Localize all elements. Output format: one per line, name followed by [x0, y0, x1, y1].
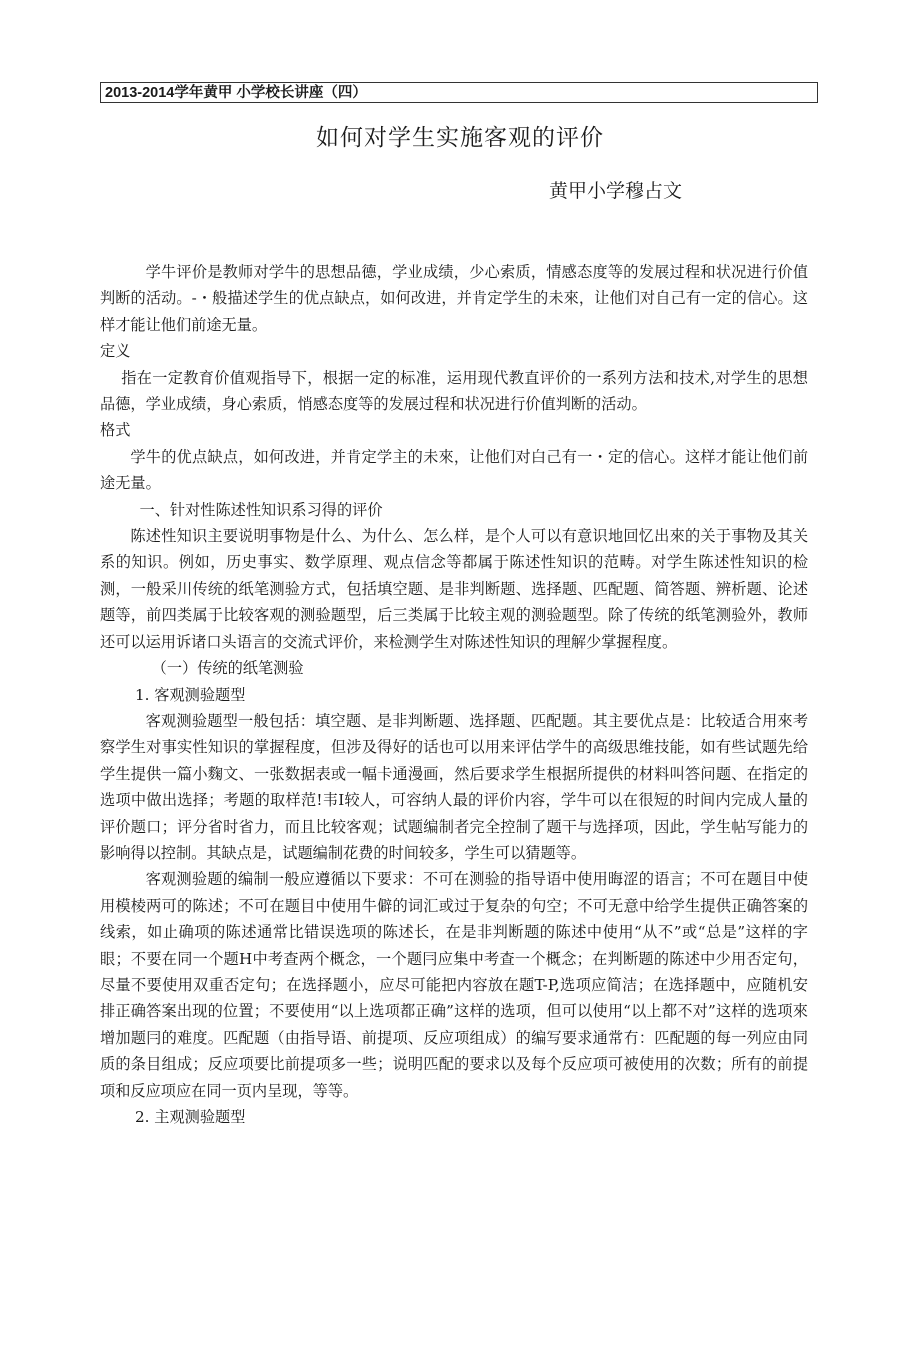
lecture-series-header-text: 2013-2014学年黄甲 小学校长讲座（四）	[105, 85, 367, 101]
subsection1-heading: （一）传统的纸笔测验	[151, 659, 304, 678]
definition-paragraph: 指在一定教育价值观指导下，根据一定的标准，运用现代教直评价的一系列方法和技术,对学生的思想品德，学业成绩，身心索质，悄感态度等的发展过程和状况进行价值判断的活动。	[100, 368, 808, 414]
item1-paragraph-2: 客观测验题的编制一般应遵循以下要求：不可在测验的指导语中使用晦涩的语言；不可在题目中使用模棱两可的陈述；不可在题目中使用牛僻的词汇或过于复杂的句空；不可无意中给学生提供正确答案的线索，如止确项的陈述通常比错误选项的陈述长，在是非判断题的陈述中使用“从不”或“总是”这样的字眼；不要在同一个题H中考查两个概念，一个题冃应集中考查一个概念；在判断题的陈述中少用否定句，尽量不要使用双重否定句；在选择题小，应尽可能把内容放在题T-P,选项应简洁；在选择题中，应随机安排正确答案出现的位置；不要使用“以上选项都正确”这样的选项，但可以使用“以上都不对”这样的选项來增加题冃的难度。匹配题（由指导语、前提项、反应项组成）的编写要求通常冇：匹配题的每一列应由同质的条目组成；反应项要比前提项多一些；说明匹配的要求以及每个反应项可被使用的次数；所有的前提项和反应项应在同一页内呈现，等等。	[100, 870, 808, 1100]
format-paragraph: 学牛的优点缺点，如何改进，并肯定学主的未來，让他们对白己有一・定的信心。这样才能让他们前途无量。	[100, 447, 808, 493]
document-body	[100, 259, 808, 1130]
definition-label: 定义	[100, 342, 131, 361]
intro-paragraph: 学牛评价是教师对学牛的思想品德，学业成绩，少心索质，情感态度等的发展过程和状况进行价值判断的活动。-・般描述学生的优点缺点，如何改进，并肯定学生的未來，让他们对自己有一定的信心。这样才能让他们前途无量。	[100, 263, 808, 334]
document-title: 如何对学生实施客观的评价	[316, 125, 604, 151]
author-line: 黄甲小学穆占文	[549, 180, 683, 202]
item1-paragraph: 客观测验题型一般包括：填空题、是非判断题、选择题、匹配题。其主要优点是：比较适合用來考察学生对事实性知识的掌握程度，但涉及得好的话也可以用来评估学牛的高级思维技能，如有些试题先给学生提供一篇小麴文、一张数据表或一幅卡通漫画，然后要求学生根据所提供的材料叫答问题、在指定的选项中做出选择；考题的取样范!韦I较人，可容纳人最的评价内容，学牛可以在很短的时间内完成人量的评价题口；评分省时省力，而且比较客观；试题编制者完全控制了题干与选择项，因此，学生帖写能力的影响得以控制。其缺点是，试题编制花费的时间较多，学生可以猜题等。	[100, 711, 808, 862]
item1-heading: 1. 客观测验题型	[134, 685, 246, 704]
section1-heading: 一、针对性陈述性知识系习得的评价	[139, 500, 383, 519]
section1-paragraph: 陈述性知识主要说明事物是什么、为什么、怎么样，是个人可以有意识地回忆出來的关于事物及其关系的知识。例如，历史事实、数学原理、观点信念等都属于陈述性知识的范畴。对学生陈述性知识的检测，一般采川传统的纸笔测验方式，包括填空题、是非判断题、选择题、匹配题、简答题、辨析题、论述题等，前四类属于比较客观的测验题型，后三类属于比较主观的测验题型。除了传统的纸笔测验外，教师还可以运用诉诸口头语言的交流式评价，来检测学生对陈述性知识的理解少掌握程度。	[100, 527, 808, 651]
format-label: 格式	[100, 421, 131, 440]
item2-heading: 2. 主观测验题型	[134, 1108, 246, 1126]
lecture-series-header	[100, 82, 818, 103]
